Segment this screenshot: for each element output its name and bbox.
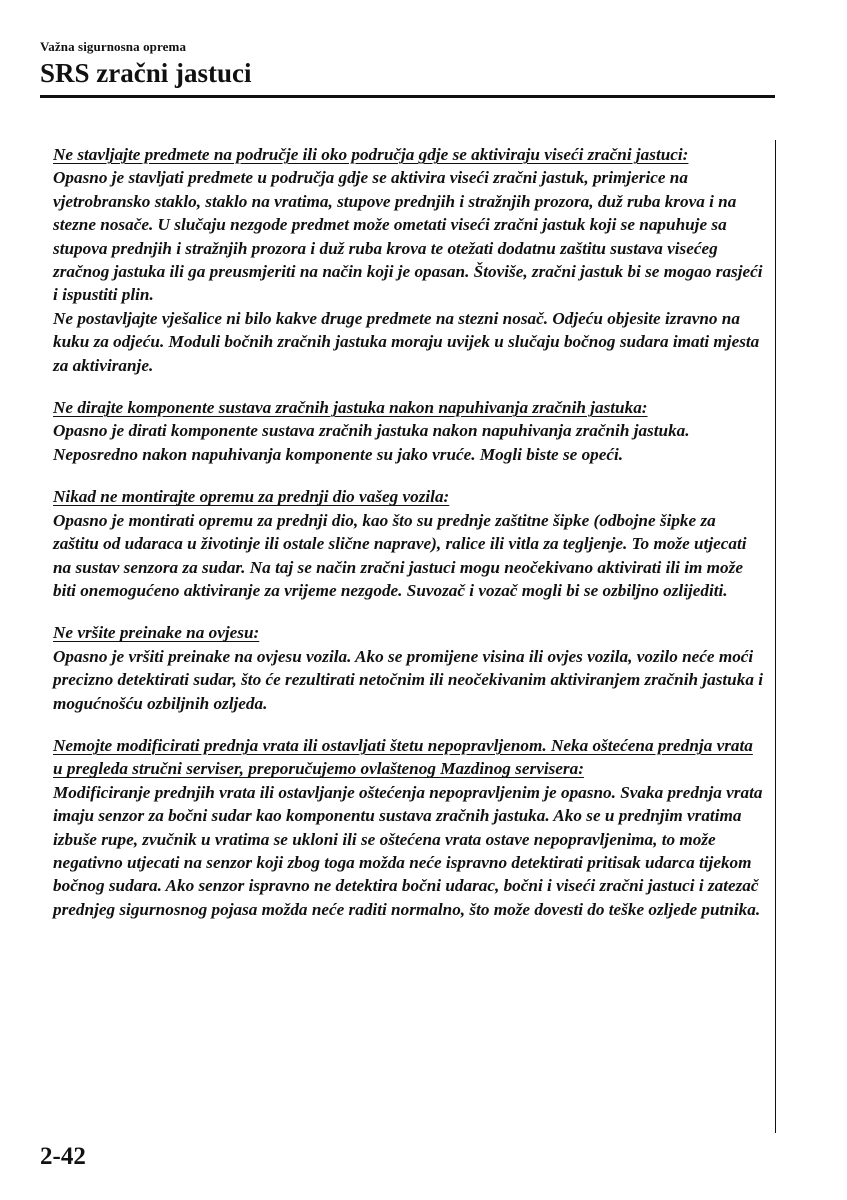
warning-block xyxy=(53,621,765,715)
warning-heading: Nikad ne montirajte opremu za prednji dio vašeg vozila: xyxy=(53,487,450,507)
page-number: 2-42 xyxy=(40,1143,86,1170)
warning-block xyxy=(53,485,765,602)
page-title: SRS zračni jastuci xyxy=(40,58,252,88)
warning-block xyxy=(53,734,765,921)
warning-heading: Ne stavljajte predmete na područje ili oko područja gdje se aktiviraju viseći zračni jastuci: xyxy=(53,145,689,164)
warning-paragraph: Opasno je dirati komponente sustava zračnih jastuka nakon napuhivanja zračnih jastuka. Neposredno nakon napuhivanja komponente su jako vruće. Mogli biste se opeći. xyxy=(53,421,690,464)
warning-paragraph: Modificiranje prednjih vrata ili ostavljanje oštećenja nepopravljenim je opasno. Svaka prednja vrata imaju senzor za bočni sudar kao komponentu sustava zračnih jastuka. Ako se u prednjim vratima izbuše rupe, zvučnik u vratima se ukloni ili se oštećena vrata ostave nepopravljenima, to može negativno utjecati na senzor koji zbog toga možda neće ispravno detektirati pritisak udarca tijekom bočnog sudara. Ako senzor ispravno ne detektira bočni udarac, bočni i viseći zračni jastuci i zatezač prednjeg sigurnosnog pojasa možda neće raditi normalno, što može dovesti do teške ozljede putnika. xyxy=(53,782,763,919)
warning-block xyxy=(53,396,765,466)
warning-block xyxy=(53,143,765,377)
warning-paragraph: Opasno je montirati opremu za prednji dio, kao što su prednje zaštitne šipke (odbojne šipke za zaštitu od udaraca u životinje ili ostale slične naprave), ralice ili vitla za tegljenje. To može utjecati na sustav senzora za sudar. Na taj se način zračni jastuci mogu neočekivano aktivirati ili im može biti onemogućeno aktiviranje za vrijeme nezgode. Suvozač i vozač mogli bi se ozbiljno ozlijediti. xyxy=(53,510,747,600)
warning-paragraph: Opasno je stavljati predmete u područja gdje se aktivira viseći zračni jastuk, primjerice na vjetrobransko staklo, staklo na vratima, stupove prednjih i stražnjih prozora, duž ruba krova i na stezne nosače. U slučaju nezgode predmet može ometati viseći zračni jastuk koji se napuhuje sa stupova prednjih i stražnjih prozora i duž ruba krova te otežati dodatnu zaštitu sustava visećeg zračnog jastuka ili ga preusmjeriti na način koji je opasan. Štoviše, zračni jastuk bi se mogao rasjeći i ispustiti plin. xyxy=(53,168,763,305)
warning-paragraph: Ne postavljajte vješalice ni bilo kakve druge predmete na stezni nosač. Odjeću objesite izravno na kuku za odjeću. Moduli bočnih zračnih jastuka moraju uvijek u slučaju bočnog sudara imati mjesta za aktiviranje. xyxy=(53,308,760,375)
section-label: Važna sigurnosna oprema xyxy=(40,39,187,54)
warning-content xyxy=(53,143,765,940)
title-rule xyxy=(40,95,775,98)
warning-box-right-rule xyxy=(775,140,776,1133)
warning-heading: Ne dirajte komponente sustava zračnih jastuka nakon napuhivanja zračnih jastuka: xyxy=(53,398,648,418)
warning-heading: Nemojte modificirati prednja vrata ili ostavljati štetu nepopravljenom. Neka oštećena prednja vrata u pregleda stručni serviser, preporučujemo ovlaštenog Mazdinog servisera: xyxy=(53,735,753,779)
warning-paragraph: Opasno je vršiti preinake na ovjesu vozila. Ako se promijene visina ili ovjes vozila, vozilo neće moći precizno detektirati sudar, što će rezultirati netočnim ili neočekivanim aktiviranjem zračnih jastuka i mogućnošću ozbiljnih ozljeda. xyxy=(53,646,763,713)
warning-heading: Ne vršite preinake na ovjesu: xyxy=(53,623,260,643)
